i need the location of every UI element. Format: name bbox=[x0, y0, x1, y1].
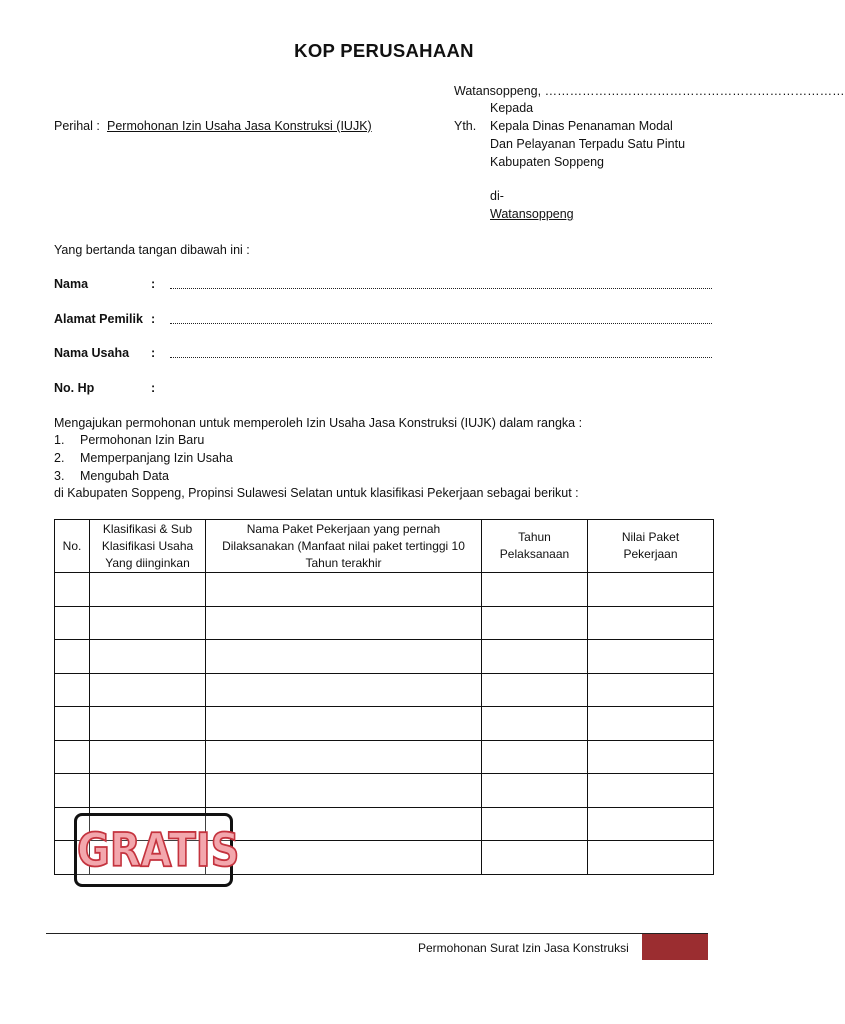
subject-label: Perihal : bbox=[54, 119, 100, 133]
recipient-line-2: Dan Pelayanan Terpadu Satu Pintu bbox=[490, 137, 686, 151]
gratis-stamp bbox=[74, 813, 240, 887]
place-date: Watansoppeng, ……………………………………………………………… bbox=[454, 84, 845, 98]
table-cell[interactable] bbox=[206, 774, 482, 808]
field-colon: : bbox=[151, 346, 156, 360]
table-row bbox=[55, 774, 714, 808]
table-row bbox=[55, 640, 714, 674]
field-label-nama-usaha: Nama Usaha bbox=[54, 346, 130, 360]
field-line-nama-usaha[interactable] bbox=[170, 357, 712, 358]
table-cell[interactable] bbox=[55, 573, 90, 607]
yth-label: Yth. bbox=[454, 119, 477, 133]
col-header-nilai: Nilai Paket Pekerjaan bbox=[588, 520, 714, 573]
table-cell[interactable] bbox=[482, 807, 588, 841]
table-row bbox=[55, 573, 714, 607]
table-cell[interactable] bbox=[206, 841, 482, 875]
table-cell[interactable] bbox=[588, 774, 714, 808]
list-item: Memperpanjang Izin Usaha bbox=[80, 451, 233, 465]
table-cell[interactable] bbox=[206, 740, 482, 774]
field-line-nama[interactable] bbox=[170, 288, 712, 289]
table-cell[interactable] bbox=[482, 673, 588, 707]
field-colon: : bbox=[151, 381, 156, 395]
subject-text: Permohonan Izin Usaha Jasa Konstruksi (IUJK) bbox=[107, 119, 372, 133]
table-cell[interactable] bbox=[588, 707, 714, 741]
table-cell[interactable] bbox=[90, 573, 206, 607]
table-cell[interactable] bbox=[55, 673, 90, 707]
table-cell[interactable] bbox=[90, 707, 206, 741]
table-cell[interactable] bbox=[482, 606, 588, 640]
col-header-no: No. bbox=[55, 520, 90, 573]
table-cell[interactable] bbox=[588, 807, 714, 841]
table-header-row bbox=[55, 520, 714, 573]
table-cell[interactable] bbox=[55, 640, 90, 674]
di-label: di- bbox=[490, 189, 504, 203]
table-cell[interactable] bbox=[206, 640, 482, 674]
table-cell[interactable] bbox=[55, 774, 90, 808]
table-cell[interactable] bbox=[482, 841, 588, 875]
table-cell[interactable] bbox=[55, 606, 90, 640]
list-item-number: 2. bbox=[54, 451, 65, 465]
table-cell[interactable] bbox=[588, 740, 714, 774]
field-label-nama: Nama bbox=[54, 277, 89, 291]
table-cell[interactable] bbox=[206, 707, 482, 741]
table-cell[interactable] bbox=[482, 707, 588, 741]
list-item: Permohonan Izin Baru bbox=[80, 433, 205, 447]
field-colon: : bbox=[151, 277, 156, 291]
request-outro: di Kabupaten Soppeng, Propinsi Sulawesi Selatan untuk klasifikasi Pekerjaan sebagai berikut : bbox=[54, 486, 579, 500]
letterhead-title: KOP PERUSAHAAN bbox=[294, 40, 474, 61]
table-cell[interactable] bbox=[206, 573, 482, 607]
footer-text: Permohonan Surat Izin Jasa Konstruksi bbox=[418, 941, 629, 955]
table-cell[interactable] bbox=[482, 573, 588, 607]
field-label-alamat: Alamat Pemilik bbox=[54, 312, 143, 326]
field-line-alamat[interactable] bbox=[170, 323, 712, 324]
list-item-number: 1. bbox=[54, 433, 65, 447]
table-cell[interactable] bbox=[55, 707, 90, 741]
list-item: Mengubah Data bbox=[80, 469, 169, 483]
table-cell[interactable] bbox=[588, 573, 714, 607]
list-item-number: 3. bbox=[54, 469, 65, 483]
table-cell[interactable] bbox=[90, 606, 206, 640]
footer-accent-box bbox=[642, 934, 708, 960]
field-colon: : bbox=[151, 312, 156, 326]
table-cell[interactable] bbox=[588, 640, 714, 674]
table-cell[interactable] bbox=[90, 774, 206, 808]
table-cell[interactable] bbox=[588, 606, 714, 640]
table-cell[interactable] bbox=[482, 774, 588, 808]
table-cell[interactable] bbox=[482, 640, 588, 674]
recipient-city: Watansoppeng bbox=[490, 207, 574, 221]
table-cell[interactable] bbox=[588, 673, 714, 707]
recipient-line-3: Kabupaten Soppeng bbox=[490, 155, 604, 169]
intro-text: Yang bertanda tangan dibawah ini : bbox=[54, 243, 250, 257]
col-header-paket: Nama Paket Pekerjaan yang pernah Dilaksanakan (Manfaat nilai paket tertinggi 10 Tahun terakhir bbox=[206, 520, 482, 573]
table-cell[interactable] bbox=[206, 673, 482, 707]
gratis-stamp-text: GRATIS bbox=[77, 824, 240, 878]
table-cell[interactable] bbox=[90, 740, 206, 774]
footer-divider bbox=[46, 933, 708, 934]
table-cell[interactable] bbox=[55, 740, 90, 774]
col-header-klasifikasi: Klasifikasi & Sub Klasifikasi Usaha Yang diinginkan bbox=[90, 520, 206, 573]
request-intro: Mengajukan permohonan untuk memperoleh Izin Usaha Jasa Konstruksi (IUJK) dalam rangka : bbox=[54, 416, 583, 430]
kepada-label: Kepada bbox=[490, 101, 534, 115]
table-cell[interactable] bbox=[482, 740, 588, 774]
table-row bbox=[55, 740, 714, 774]
col-header-tahun: Tahun Pelaksanaan bbox=[482, 520, 588, 573]
table-cell[interactable] bbox=[90, 640, 206, 674]
table-cell[interactable] bbox=[90, 673, 206, 707]
table-cell[interactable] bbox=[206, 606, 482, 640]
table-row bbox=[55, 673, 714, 707]
table-row bbox=[55, 606, 714, 640]
recipient-line-1: Kepala Dinas Penanaman Modal bbox=[490, 119, 673, 133]
table-cell[interactable] bbox=[588, 841, 714, 875]
table-row bbox=[55, 707, 714, 741]
field-label-hp: No. Hp bbox=[54, 381, 95, 395]
table-cell[interactable] bbox=[206, 807, 482, 841]
